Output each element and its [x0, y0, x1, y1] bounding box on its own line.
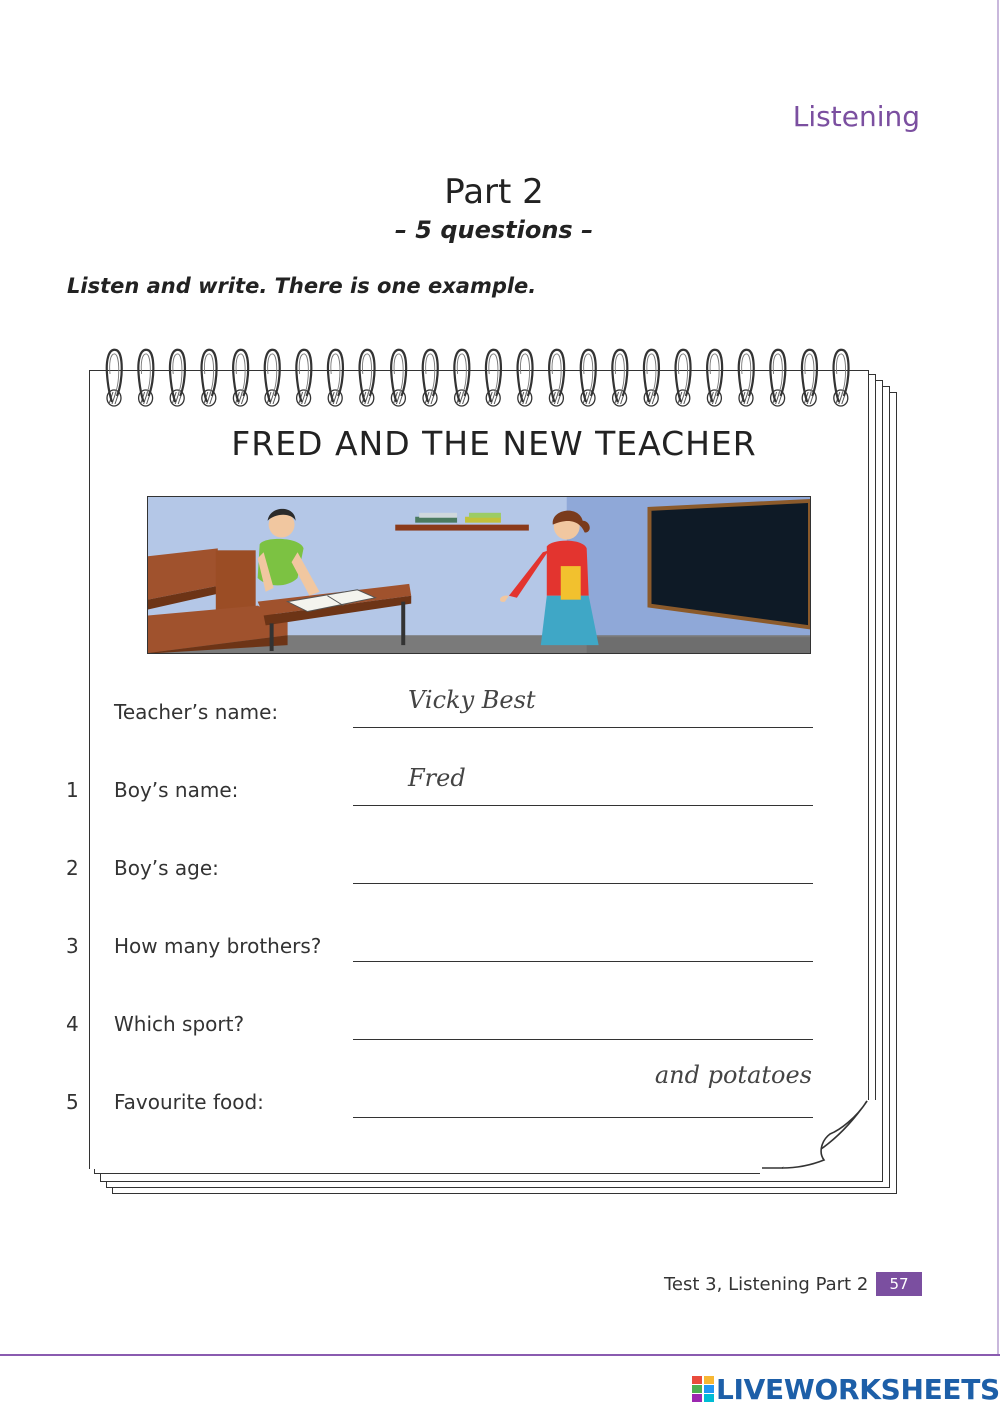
binding-ring	[581, 350, 596, 406]
binding-ring	[549, 350, 564, 406]
example-answer: Vicky Best	[408, 686, 536, 714]
notebook-title: FRED AND THE NEW TEACHER	[231, 424, 757, 463]
binding-ring	[170, 350, 185, 406]
answer-line[interactable]	[353, 1117, 813, 1118]
binding-ring	[707, 350, 722, 406]
question-label: Which sport?	[114, 1012, 245, 1036]
section-label: Listening	[792, 100, 920, 133]
page-edge-line	[997, 0, 999, 1354]
binding-ring	[107, 350, 122, 406]
binding-ring	[296, 350, 311, 406]
question-label: Teacher’s name:	[114, 700, 279, 724]
brand-name: LIVEWORKSHEETS	[716, 1372, 1000, 1406]
binding-ring	[612, 350, 627, 406]
question-row	[0, 1061, 1000, 1130]
binding-ring	[265, 350, 280, 406]
answer-line[interactable]	[353, 883, 813, 884]
binding-ring	[328, 350, 343, 406]
brand-icon	[692, 1376, 714, 1402]
binding-ring	[518, 350, 533, 406]
answer-line[interactable]	[353, 1039, 813, 1040]
answer-line[interactable]	[353, 961, 813, 962]
binding-ring	[834, 350, 849, 406]
question-row	[0, 686, 1000, 740]
brand-logo[interactable]	[692, 1372, 1000, 1406]
part-title: Part 2	[444, 172, 544, 212]
answer-hint: and potatoes	[654, 1061, 812, 1089]
question-label: Favourite food:	[114, 1090, 264, 1114]
instruction: Listen and write. There is one example.	[67, 274, 537, 298]
question-row	[0, 764, 1000, 818]
question-row	[0, 1012, 1000, 1052]
binding-ring	[423, 350, 438, 406]
binding-ring	[644, 350, 659, 406]
answer-line[interactable]	[353, 727, 813, 728]
question-number: 2	[66, 856, 79, 880]
answer-text: Fred	[408, 764, 466, 792]
question-number: 4	[66, 1012, 79, 1036]
binding-ring	[391, 350, 406, 406]
binding-ring	[739, 350, 754, 406]
answer-line[interactable]	[353, 805, 813, 806]
binding-ring	[138, 350, 153, 406]
question-label: Boy’s name:	[114, 778, 239, 802]
binding-ring	[486, 350, 501, 406]
binding-ring	[802, 350, 817, 406]
part-subtitle: – 5 questions –	[394, 216, 594, 244]
footer-caption: Test 3, Listening Part 2	[664, 1274, 869, 1295]
binding-ring	[233, 350, 248, 406]
question-label: How many brothers?	[114, 934, 322, 958]
binding-ring	[676, 350, 691, 406]
question-number: 5	[66, 1090, 79, 1114]
spiral-binding	[100, 344, 870, 414]
question-row	[0, 856, 1000, 896]
question-row	[0, 934, 1000, 974]
question-number: 1	[66, 778, 79, 802]
classroom-illustration	[147, 496, 811, 654]
question-number: 3	[66, 934, 79, 958]
question-label: Boy’s age:	[114, 856, 219, 880]
binding-ring	[770, 350, 785, 406]
bottom-rule	[0, 1354, 1000, 1356]
page-number: 57	[876, 1272, 922, 1296]
binding-ring	[454, 350, 469, 406]
binding-ring	[360, 350, 375, 406]
binding-ring	[202, 350, 217, 406]
